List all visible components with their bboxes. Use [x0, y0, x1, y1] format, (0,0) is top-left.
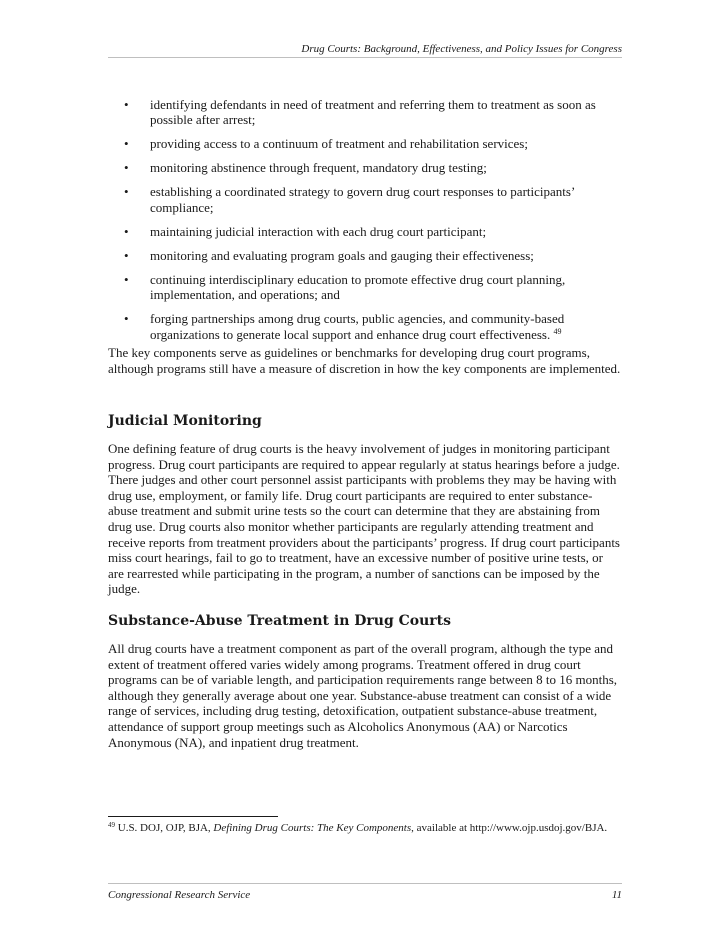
judicial-monitoring-paragraph: One defining feature of drug courts is the heavy involvement of judges in monitoring participant progress. Drug court participants are required to appear regularly at status hearings before a judge. There judges and other court personnel assist participants with problems they may be having with drug use, employment, or family life. Drug court participants are required to enter substance-abuse treatment and submit urine tests so the court can determine that they are abstaining from drug use. Drug courts also monitor whether participants are regularly attending treatment and receive reports from treatment providers about the participants’ progress. If drug court participants miss court hearings, fail to go to treatment, have an excessive number of positive urine tests, or are rearrested while participating in the program, a number of sanctions can be imposed by the judge. — [108, 441, 620, 597]
list-item: • identifying defendants in need of treatment and referring them to treatment as soon as possible after arrest; — [124, 97, 596, 128]
footer-rule — [108, 883, 622, 884]
list-item: • forging partnerships among drug courts, public agencies, and community-based organizations to generate local support and enhance drug court effectiveness. $^{49}$ — [124, 311, 565, 342]
heading-substance-abuse-treatment: Substance-Abuse Treatment in Drug Courts — [108, 613, 451, 629]
footnote-ref[interactable]: 49 — [553, 326, 562, 336]
footnote-rule — [108, 816, 278, 817]
list-item: • monitoring and evaluating program goals and gauging their effectiveness; — [124, 247, 534, 263]
bullet-icon: • — [124, 271, 129, 287]
list-item: • continuing interdisciplinary education to promote effective drug court planning, implementation, and operations; and — [124, 271, 566, 303]
footnote-title: Defining Drug Courts: The Key Components — [213, 822, 412, 834]
list-item: • maintaining judicial interaction with each drug court participant; — [124, 223, 487, 239]
page-number: 11 — [611, 889, 622, 901]
bullet-icon: • — [124, 311, 129, 327]
header-rule — [108, 57, 622, 58]
key-components-paragraph: The key components serve as guidelines or benchmarks for developing drug court programs, although programs still have a measure of discretion in how the key components are implemented. — [108, 345, 621, 376]
list-item: • monitoring abstinence through frequent, mandatory drug testing; — [124, 160, 487, 176]
list-item: • establishing a coordinated strategy to govern drug court responses to participants’ compliance; — [124, 184, 575, 215]
bullet-icon: • — [124, 223, 129, 239]
bullet-icon: • — [124, 184, 129, 200]
bullet-icon: • — [124, 247, 129, 263]
bullet-icon: • — [124, 97, 129, 112]
footnote-number: 49 — [108, 821, 115, 829]
key-components-list — [108, 97, 622, 351]
treatment-paragraph: All drug courts have a treatment component as part of the overall program, although the type and extent of treatment offered varies widely among programs. Treatment offered in drug court programs can be of variable length, and participation requirements range between 8 to 16 months, although they generally average about one year. Substance-abuse treatment can consist of a wide range of services, including drug testing, detoxification, outpatient substance-abuse treatment, attendance of support group meetings such as Alcoholics Anonymous (AA) or Narcotics Anonymous (NA), and inpatient drug treatment. — [108, 641, 617, 750]
list-item: • providing access to a continuum of treatment and rehabilitation services; — [124, 136, 528, 152]
heading-judicial-monitoring: Judicial Monitoring — [108, 413, 262, 429]
bullet-icon: • — [124, 136, 129, 152]
footnote: $^{49}$ U.S. DOJ, OJP, BJA, Defining Drug Courts: The Key Components, available at http://www.ojp.usdoj.gov/BJA. — [108, 821, 608, 834]
running-header: Drug Courts: Background, Effectiveness, and Policy Issues for Congress — [301, 43, 622, 55]
footer-publisher: Congressional Research Service — [108, 889, 251, 901]
bullet-icon: • — [124, 160, 129, 176]
